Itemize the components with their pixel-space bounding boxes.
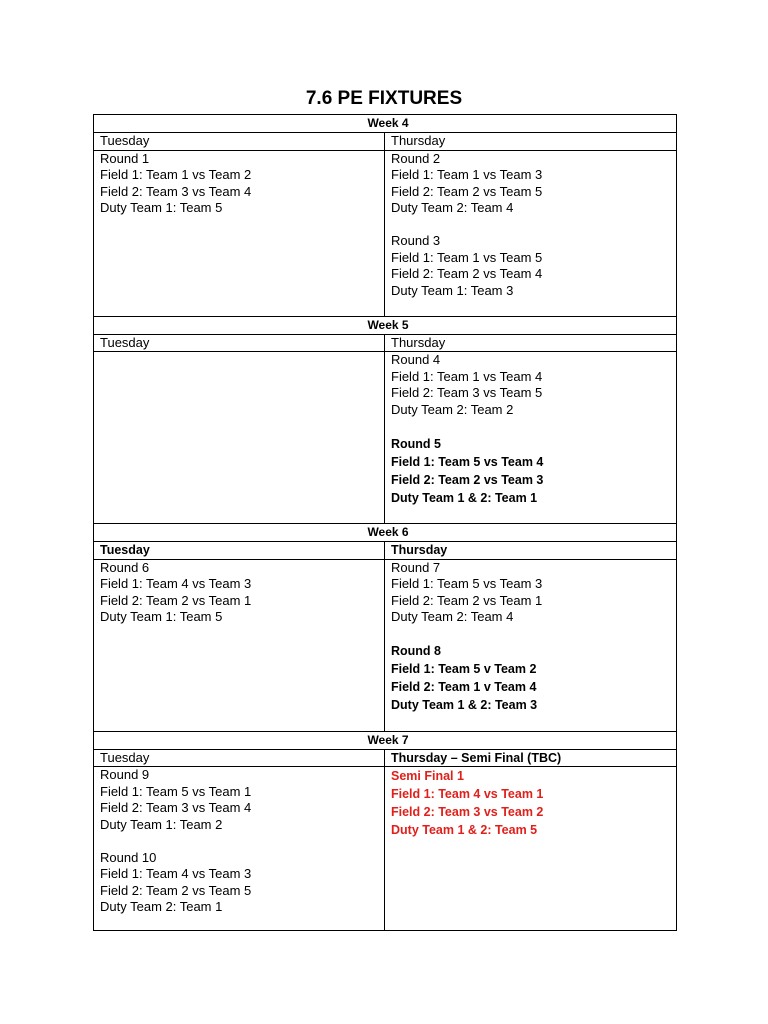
duty-line: Duty Team 2: Team 2	[391, 401, 514, 417]
round-title: Round 8	[391, 644, 441, 658]
week-header: Week 7	[94, 731, 677, 749]
fixture-cell-tuesday	[94, 559, 385, 731]
fixture-cell-tuesday	[94, 150, 385, 316]
round-block	[100, 151, 384, 217]
round-title: Semi Final 1	[391, 769, 464, 783]
fixture-cell-tuesday	[94, 767, 385, 931]
round-block	[391, 151, 676, 217]
day-label-tuesday: Tuesday	[94, 749, 385, 767]
duty-line: Duty Team 2: Team 4	[391, 200, 514, 215]
duty-line: Duty Team 2: Team 4	[391, 609, 514, 624]
fixture-cell-thursday	[385, 352, 677, 524]
fixtures-table	[93, 114, 677, 931]
fixture-line: Field 1: Team 5 v Team 2	[391, 662, 537, 676]
fixture-line: Field 2: Team 1 v Team 4	[391, 680, 537, 694]
round-block	[391, 435, 676, 507]
fixture-line: Field 2: Team 3 vs Team 2	[391, 805, 544, 819]
round-title: Round 9	[100, 767, 150, 782]
round-title: Round 3	[391, 233, 441, 248]
fixture-line: Field 1: Team 4 vs Team 3	[100, 576, 252, 591]
round-title: Round 4	[391, 352, 441, 367]
day-label-thursday: Thursday	[385, 542, 677, 560]
fixture-line: Field 2: Team 2 vs Team 5	[391, 183, 543, 199]
round-block	[391, 560, 676, 626]
week-header: Week 5	[94, 316, 677, 334]
fixture-line: Field 2: Team 3 vs Team 5	[391, 385, 543, 400]
duty-line: Duty Team 1: Team 3	[391, 282, 514, 298]
fixture-line: Field 2: Team 2 vs Team 3	[391, 472, 544, 487]
fixture-line: Field 1: Team 1 vs Team 3	[391, 167, 543, 182]
fixture-line: Field 2: Team 2 vs Team 4	[391, 266, 543, 281]
fixture-line: Field 2: Team 3 vs Team 4	[100, 183, 252, 199]
day-label-tuesday: Tuesday	[94, 133, 385, 151]
round-title: Round 2	[391, 150, 441, 166]
round-title: Round 6	[100, 559, 150, 575]
day-label-tuesday: Tuesday	[94, 542, 385, 560]
duty-line: Duty Team 2: Team 1	[100, 899, 223, 914]
duty-line: Duty Team 1: Team 5	[100, 200, 223, 215]
round-block	[391, 233, 676, 299]
fixture-cell-thursday	[385, 767, 677, 931]
fixture-line: Field 1: Team 5 vs Team 4	[391, 454, 544, 469]
round-block	[100, 560, 384, 626]
page-title: 7.6 PE FIXTURES	[305, 88, 463, 109]
duty-line: Duty Team 1: Team 2	[100, 816, 223, 832]
fixture-line: Field 1: Team 4 vs Team 1	[391, 787, 544, 801]
fixture-line: Field 1: Team 5 vs Team 1	[100, 783, 252, 799]
fixture-line: Field 2: Team 2 vs Team 1	[100, 592, 252, 608]
fixture-line: Field 2: Team 2 vs Team 5	[100, 882, 252, 898]
duty-line: Duty Team 1 & 2: Team 3	[391, 698, 538, 712]
fixture-cell-thursday	[385, 150, 677, 316]
duty-line: Duty Team 1 & 2: Team 1	[391, 490, 538, 505]
day-label-thursday: Thursday	[385, 133, 677, 151]
fixture-line: Field 1: Team 1 vs Team 5	[391, 249, 543, 265]
day-label-thursday: Thursday – Semi Final (TBC)	[385, 749, 677, 767]
week-header: Week 4	[94, 115, 677, 133]
fixture-line: Field 2: Team 2 vs Team 1	[391, 592, 543, 608]
week-header: Week 6	[94, 524, 677, 542]
round-title: Round 1	[100, 150, 150, 166]
round-block	[100, 850, 384, 916]
day-label-thursday: Thursday	[385, 334, 677, 352]
fixture-line: Field 1: Team 5 vs Team 3	[391, 576, 543, 591]
duty-line: Duty Team 1 & 2: Team 5	[391, 823, 538, 837]
round-block	[100, 767, 384, 833]
fixture-line: Field 1: Team 4 vs Team 3	[100, 866, 252, 881]
duty-line: Duty Team 1: Team 5	[100, 609, 223, 624]
round-title: Round 10	[100, 849, 157, 865]
round-block	[391, 642, 676, 714]
semi-final-block	[391, 767, 676, 839]
fixture-cell-thursday	[385, 559, 677, 731]
fixture-line: Field 1: Team 1 vs Team 2	[100, 167, 252, 182]
day-label-tuesday: Tuesday	[94, 334, 385, 352]
round-title: Round 7	[391, 559, 441, 575]
round-title: Round 5	[391, 436, 441, 451]
fixture-line: Field 1: Team 1 vs Team 4	[391, 368, 543, 384]
fixture-line: Field 2: Team 3 vs Team 4	[100, 800, 252, 815]
fixture-cell-tuesday	[94, 352, 385, 524]
round-block	[391, 352, 676, 418]
